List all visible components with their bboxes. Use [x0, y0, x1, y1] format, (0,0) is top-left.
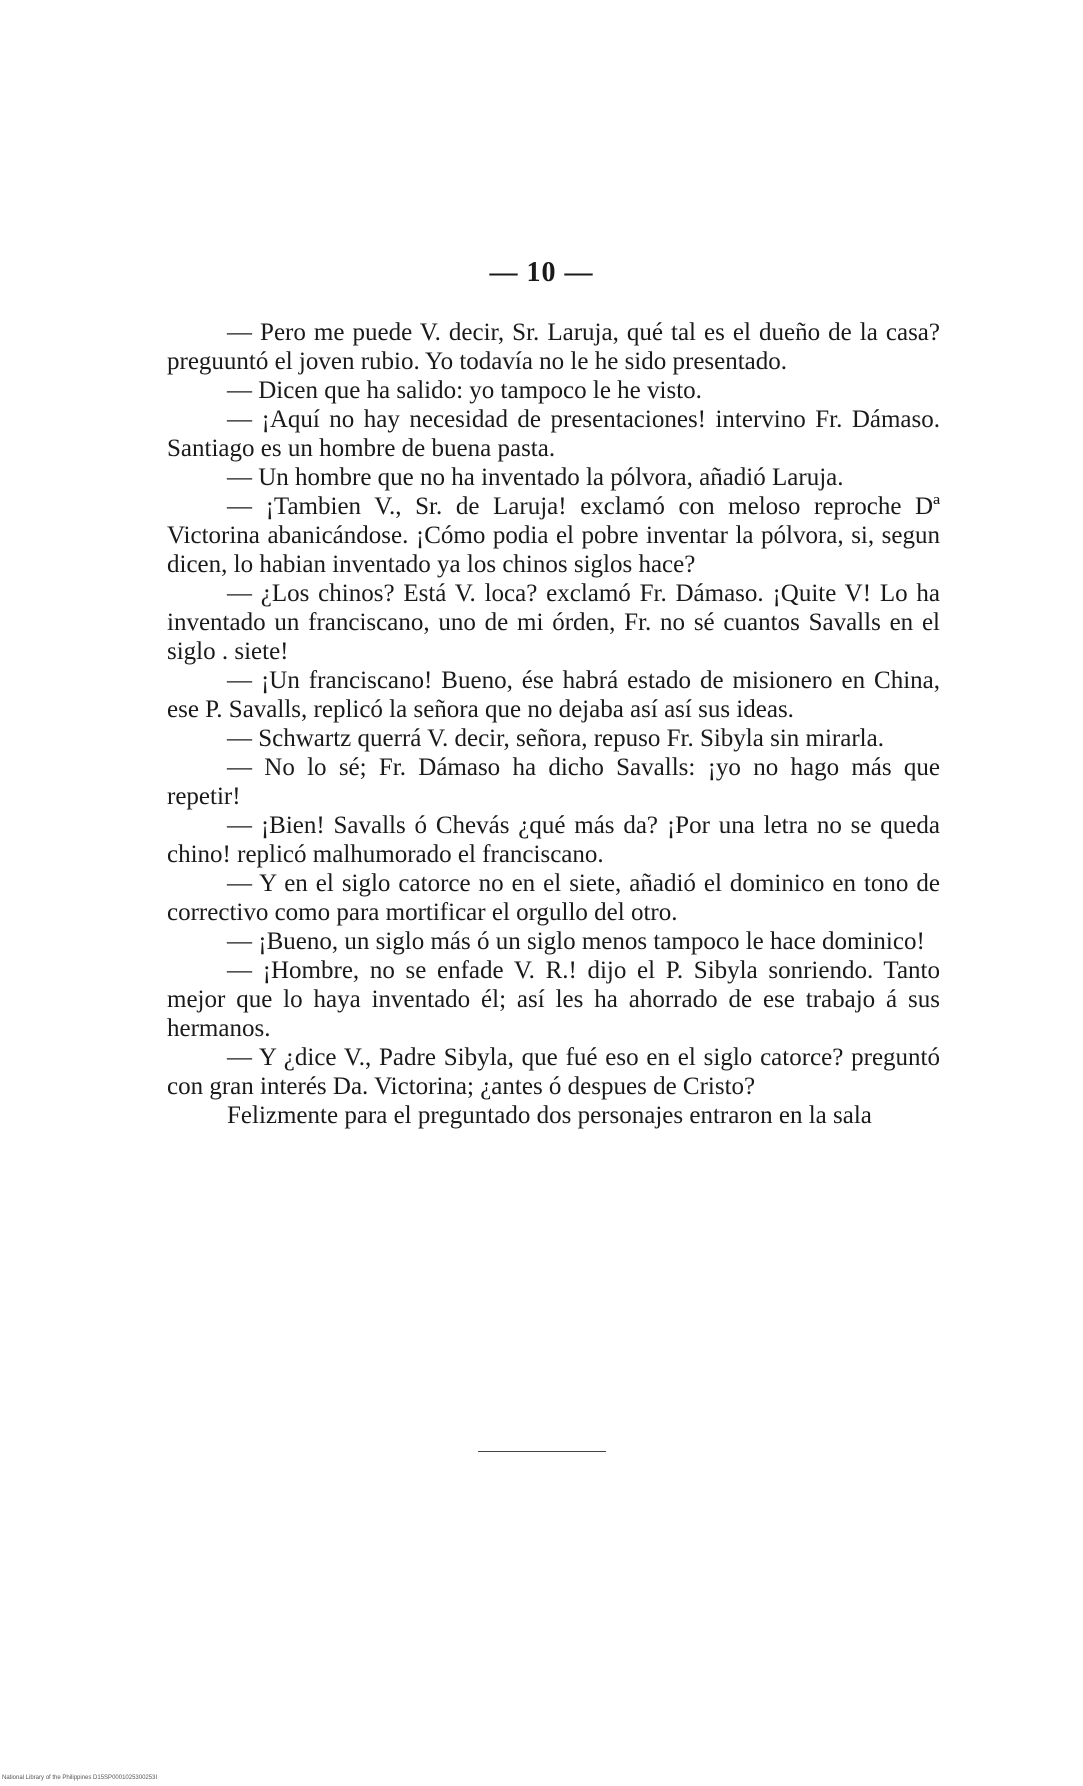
paragraph: — No lo sé; Fr. Dámaso ha dicho Savalls: ¡yo no hago más que repetir!: [167, 754, 940, 810]
paragraph: — Schwartz querrá V. decir, señora, repuso Fr. Sibyla sin mirarla.: [227, 725, 884, 752]
page-number: — 10 —: [489, 257, 594, 288]
paragraph: — ¡Aquí no hay necesidad de presentaciones! intervino Fr. Dámaso. Santiago es un hombre de buena pasta.: [167, 406, 940, 462]
paragraph: — ¿Los chinos? Está V. loca? exclamó Fr. Dámaso. ¡Quite V! Lo ha inventado un franciscano, uno de mi órden, Fr. no sé cuantos Savalls en el siglo . siete!: [167, 580, 940, 665]
paragraph: — Un hombre que no ha inventado la pólvora, añadió Laruja.: [227, 464, 844, 491]
paragraph: — ¡Un franciscano! Bueno, ése habrá estado de misionero en China, ese P. Savalls, replicó la señora que no dejaba así así sus ideas.: [167, 667, 940, 723]
body-text: [167, 318, 940, 1130]
paragraph: — ¡Bueno, un siglo más ó un siglo menos tampoco le hace dominico!: [227, 928, 925, 955]
paragraph: Felizmente para el preguntado dos personajes entraron en la sala: [227, 1102, 872, 1129]
paragraph: — ¡Hombre, no se enfade V. R.! dijo el P. Sibyla sonriendo. Tanto mejor que lo haya inventado él; así les ha ahorrado de ese trabajo á sus hermanos.: [167, 957, 940, 1042]
paragraph: — ¡Bien! Savalls ó Chevás ¿qué más da? ¡Por una letra no se queda chino! replicó malhumorado el franciscano.: [167, 812, 940, 868]
paragraph: — Pero me puede V. decir, Sr. Laruja, qué tal es el dueño de la casa? preguuntó el joven rubio. Yo todavía no le he sido presentado.: [167, 319, 940, 375]
paragraph: — Y ¿dice V., Padre Sibyla, que fué eso en el siglo catorce? preguntó con gran interés Da. Victorina; ¿antes ó despues de Cristo?: [167, 1044, 940, 1100]
paragraph: — ¡Tambien V., Sr. de Laruja! exclamó con meloso reproche Dª Victorina abanicándose. ¡Cómo podia el pobre inventar la pólvora, si, segun dicen, lo habian inventado ya los chinos siglos hace?: [167, 493, 940, 578]
section-divider: [478, 1451, 606, 1452]
footer-credit: National Library of the Philippines D15SP0001025300253I: [2, 1775, 158, 1781]
paragraph: — Y en el siglo catorce no en el siete, añadió el dominico en tono de correctivo como para mortificar el orgullo del otro.: [167, 870, 940, 926]
paragraph: — Dicen que ha salido: yo tampoco le he visto.: [227, 377, 702, 404]
